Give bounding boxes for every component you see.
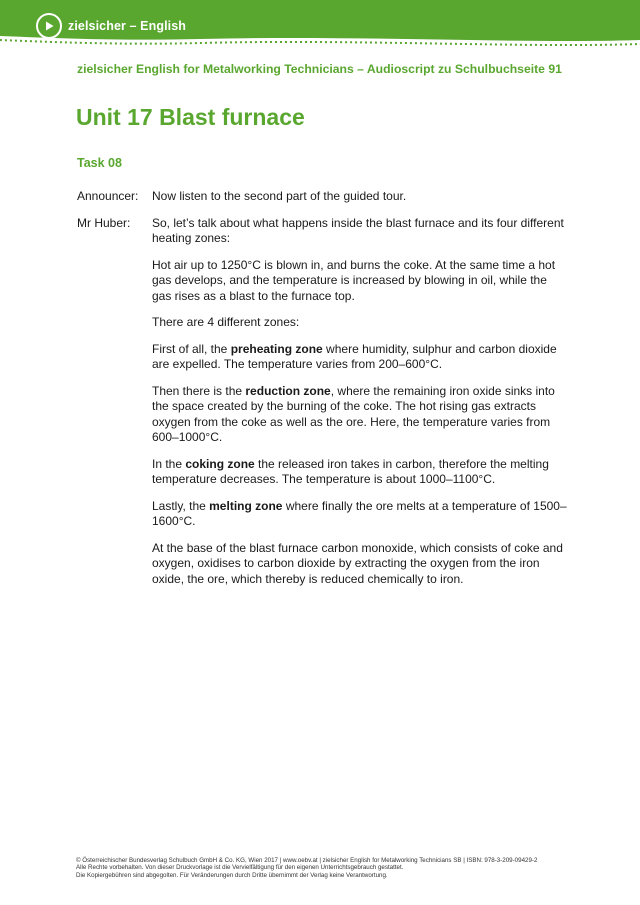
- page-title: Unit 17 Blast furnace: [76, 104, 305, 130]
- dialogue-paragraph: So, let’s talk about what happens inside the blast furnace and its four different heating zones:: [152, 215, 564, 245]
- term-reduction-zone: reduction zone: [245, 383, 331, 398]
- brand-name: zielsicher – English: [68, 19, 187, 33]
- dialogue-paragraph-reduction: Then there is the reduction zone, where the remaining iron oxide sinks into the space created by the burning of the coke. The hot rising gas extracts oxygen from the coke as well as the ore. Here, the temperature varies from 600–1000°C.: [152, 383, 555, 444]
- task-label: Task 08: [77, 156, 122, 170]
- footer-line: © Österreichischer Bundesverlag Schulbuch GmbH & Co. KG, Wien 2017 | www.oebv.at | zielsicher English for Metalworking Technicians SB | ISBN: 978-3-209-09429-2: [76, 857, 538, 864]
- speaker-label: Mr Huber:: [77, 215, 131, 230]
- footer-line: Die Kopiergebühren sind abgegolten. Für Veränderungen durch Dritte übernimmt der Verlag keine Verantwortung.: [76, 871, 388, 879]
- dialogue-row-huber: [77, 216, 567, 599]
- speaker-label: Announcer:: [77, 189, 139, 203]
- dialogue-text: Now listen to the second part of the guided tour.: [152, 189, 407, 203]
- term-preheating-zone: preheating zone: [230, 341, 323, 356]
- dialogue-paragraph: There are 4 different zones:: [152, 315, 300, 329]
- dialogue-row-announcer: [77, 189, 567, 216]
- dialogue-paragraph-preheating: First of all, the preheating zone where humidity, sulphur and carbon dioxide are expelled. The temperature varies from 200–600°C.: [152, 341, 557, 371]
- play-circle-icon: [36, 13, 62, 39]
- dialogue-paragraph: Hot air up to 1250°C is blown in, and burns the coke. At the same time a hot gas develops, and the temperature is increased by blowing in oil, while the gas rises as a blast to the furnace top.: [152, 257, 556, 303]
- dialogue-paragraph: At the base of the blast furnace carbon monoxide, which consists of coke and oxygen, oxidises to carbon dioxide by extracting the oxygen from the iron oxide, the ore, which thereby is reduced chemically to iron.: [152, 540, 563, 586]
- footer-line: Alle Rechte vorbehalten. Von dieser Druckvorlage ist die Vervielfältigung für den eigenen Unterrichtsgebrauch gestattet.: [76, 864, 404, 872]
- term-melting-zone: melting zone: [209, 498, 283, 513]
- audioscript: [77, 189, 567, 598]
- term-coking-zone: coking zone: [185, 456, 255, 471]
- brand[interactable]: [36, 13, 186, 39]
- dialogue-paragraph-melting: Lastly, the melting zone where finally the ore melts at a temperature of 1500–1600°C.: [152, 498, 567, 528]
- copyright-footer: [76, 857, 576, 879]
- dialogue-paragraph-coking: In the coking zone the released iron takes in carbon, therefore the melting temperature decreases. The temperature is about 1000–1100°C.: [152, 456, 549, 486]
- document-subtitle: zielsicher English for Metalworking Technicians – Audioscript zu Schulbuchseite 91: [77, 62, 562, 76]
